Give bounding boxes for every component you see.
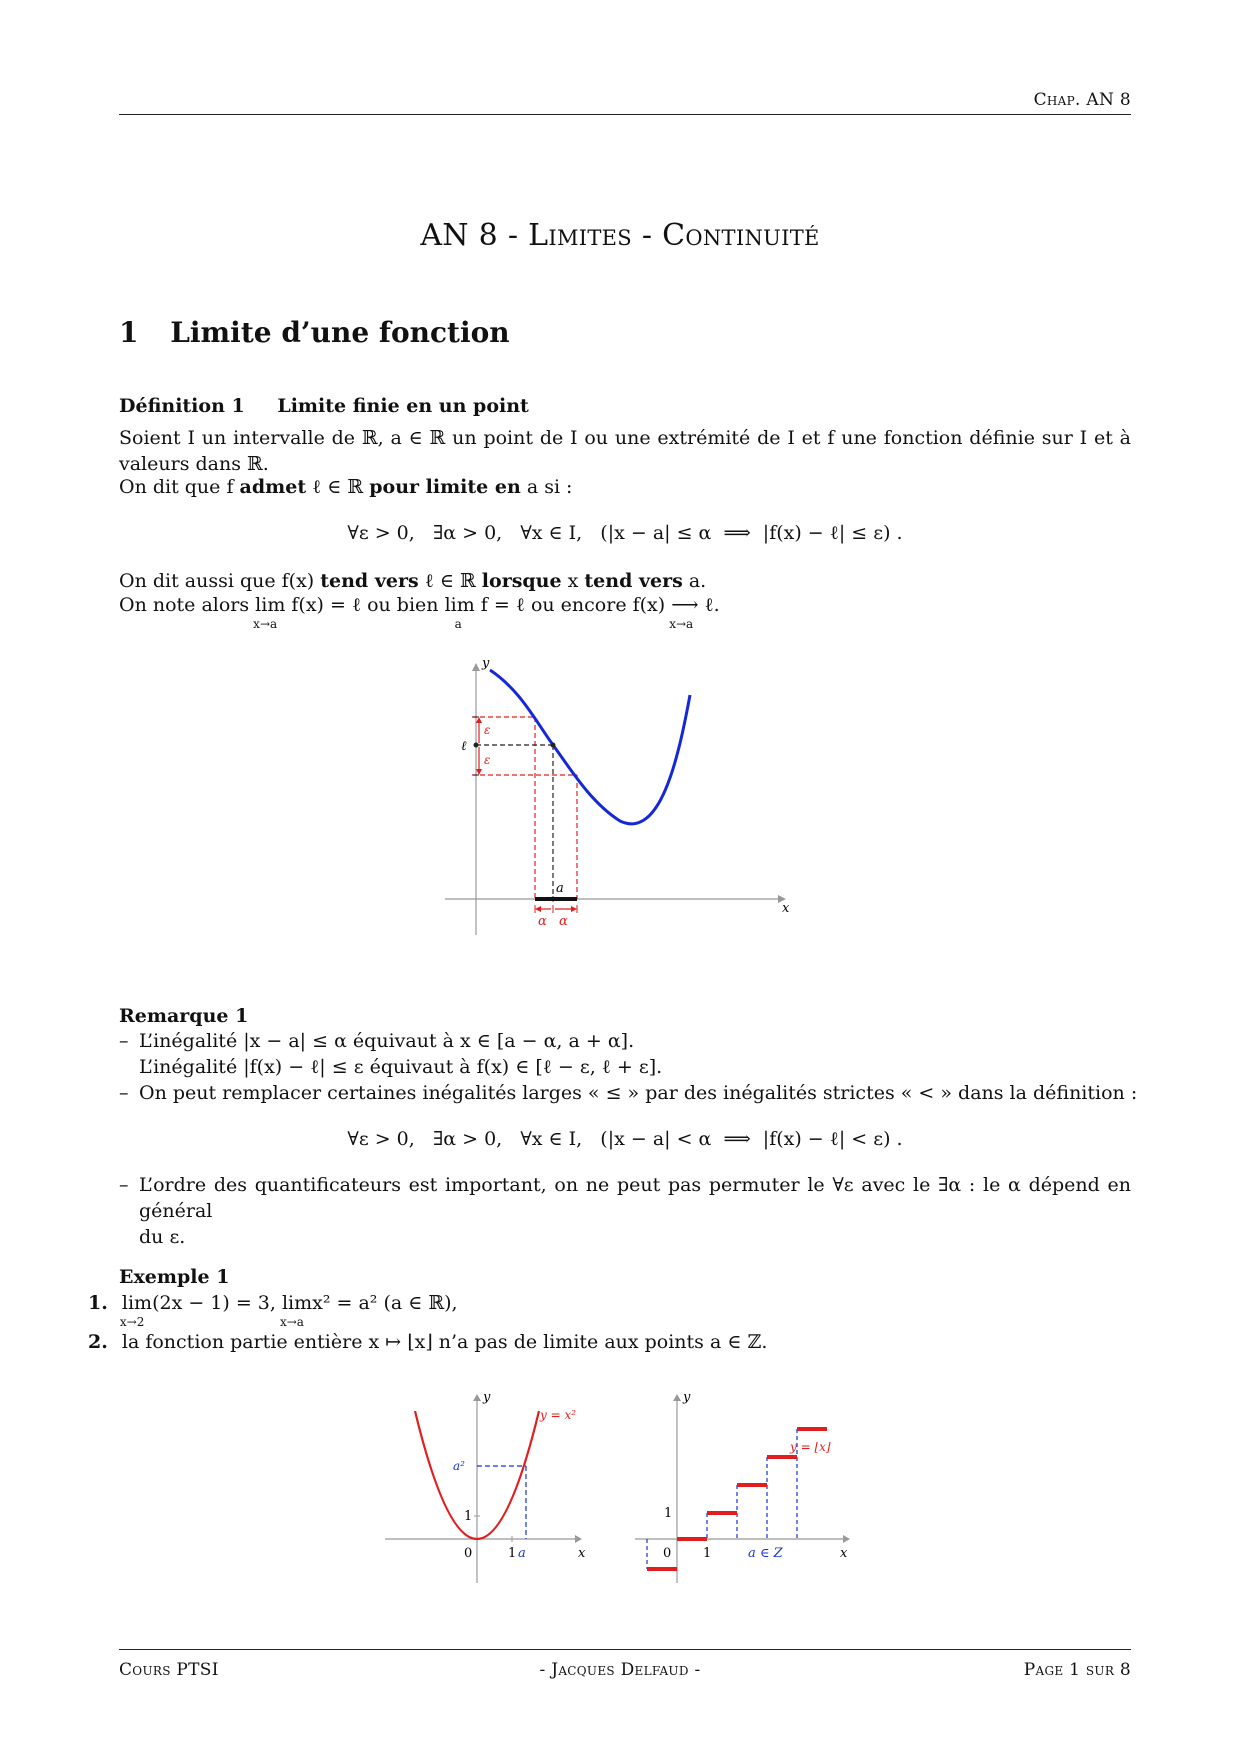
curve-point xyxy=(551,743,556,748)
y-axis-label: y xyxy=(482,656,490,671)
text-bold: lorsque xyxy=(481,570,562,592)
figure-parabola xyxy=(380,1385,600,1585)
lim-subscript: x→a xyxy=(253,617,278,631)
item-number: 1. xyxy=(88,1292,108,1314)
example-item-2 xyxy=(88,1329,767,1355)
text: ℓ ∈ ℝ xyxy=(418,570,482,592)
x-axis-label: x xyxy=(578,1546,586,1561)
y-axis-label: y xyxy=(683,1390,691,1405)
bullet-dash: – xyxy=(119,1174,129,1196)
ell-label: ℓ xyxy=(461,739,467,754)
text: x² = a² (a ∈ ℝ), xyxy=(312,1292,458,1314)
y-axis-label: y xyxy=(483,1390,491,1405)
x-axis-label: x xyxy=(840,1546,848,1561)
text: f(x) = ℓ ou bien xyxy=(285,594,445,616)
definition-line-1: Soient I un intervalle de ℝ, a ∈ ℝ un point de I ou une extrémité de I et f une fonction définie sur I et à xyxy=(119,427,1131,449)
footer-left: Cours PTSI xyxy=(119,1660,219,1680)
one-y-label: 1 xyxy=(664,1506,673,1521)
alpha-left-arrowhead xyxy=(535,906,541,912)
text: x xyxy=(561,570,585,592)
remark-item-3 xyxy=(119,1172,1131,1250)
a-label: a xyxy=(556,881,564,896)
a2-label: a² xyxy=(453,1459,465,1473)
a-in-z-label: a ∈ Z xyxy=(748,1546,783,1561)
lim-operator xyxy=(119,1290,153,1329)
lim-text: lim xyxy=(281,1292,313,1314)
ell-point xyxy=(474,743,479,748)
a-label: a xyxy=(518,1546,526,1561)
lim-subscript: a xyxy=(454,617,462,631)
one-x-label: 1 xyxy=(703,1546,712,1561)
lim-operator xyxy=(253,592,286,631)
function-curve xyxy=(490,670,690,824)
lim-operator xyxy=(444,592,475,631)
alpha-right-arrowhead xyxy=(571,906,577,912)
remark-formula: ∀ε > 0, ∃α > 0, ∀x ∈ I, (|x − a| < α ⟹ |f(x) − ℓ| < ε) . xyxy=(347,1128,903,1150)
lim-text: lim xyxy=(255,594,286,616)
lim-operator xyxy=(279,1290,313,1329)
alpha-left-label: α xyxy=(538,914,547,929)
section-title: Limite d’une fonction xyxy=(170,316,510,349)
bullet-dash: – xyxy=(119,1082,129,1104)
tends-arrow xyxy=(669,592,699,631)
text-bold: admet xyxy=(239,476,307,498)
definition-line-2: valeurs dans ℝ. xyxy=(119,453,269,475)
alpha-right-label: α xyxy=(559,914,568,929)
section-heading xyxy=(119,316,510,349)
example-label: Exemple 1 xyxy=(119,1266,230,1288)
zero-label: 0 xyxy=(663,1546,672,1561)
text: ℓ ∈ ℝ xyxy=(306,476,370,498)
zero-label: 0 xyxy=(464,1546,473,1561)
footer-right: Page 1 sur 8 xyxy=(1023,1660,1131,1680)
arrow-subscript: x→a xyxy=(669,617,694,631)
definition-line-3 xyxy=(119,474,572,500)
text: a si : xyxy=(520,476,573,498)
definition-label: Définition 1 xyxy=(119,395,245,417)
lim-subscript: x→2 xyxy=(119,1315,145,1329)
running-header: Chap. AN 8 xyxy=(1033,90,1131,110)
text: On note alors xyxy=(119,594,256,616)
remark-label: Remarque 1 xyxy=(119,1005,249,1027)
text: (2x − 1) = 3, xyxy=(152,1292,282,1314)
eps-arrowhead-down xyxy=(476,769,482,775)
remark-item-2-line: On peut remplacer certaines inégalités larges « ≤ » par des inégalités strictes « < » dans la définition : xyxy=(139,1082,1138,1104)
text: la fonction partie entière x ↦ ⌊x⌋ n’a pas de limite aux points a ∈ ℤ. xyxy=(121,1331,768,1353)
text: a. xyxy=(682,570,707,592)
lim-subscript: x→a xyxy=(279,1315,304,1329)
y-axis-arrow xyxy=(472,663,480,671)
remark-item-3-line-2: du ε. xyxy=(139,1226,186,1248)
arrow-text: ⟶ xyxy=(671,594,699,616)
text: ℓ. xyxy=(698,594,720,616)
y-axis-arrow xyxy=(473,1394,481,1401)
a-point xyxy=(551,897,556,902)
curve-label: y = ⌊x⌋ xyxy=(790,1440,831,1454)
definition-formula: ∀ε > 0, ∃α > 0, ∀x ∈ I, (|x − a| ≤ α ⟹ |f(x) − ℓ| ≤ ε) . xyxy=(347,522,903,544)
text-bold: tend vers xyxy=(584,570,683,592)
footer-rule xyxy=(119,1649,1131,1650)
curve-label: y = x² xyxy=(540,1408,577,1422)
one-y-label: 1 xyxy=(464,1509,473,1524)
definition-title: Limite finie en un point xyxy=(277,395,529,417)
remark-item-1-line-2: L’inégalité |f(x) − ℓ| ≤ ε équivaut à f(x) ∈ [ℓ − ε, ℓ + ε]. xyxy=(139,1056,663,1078)
document-title: AN 8 - Limites - Continuité xyxy=(420,218,820,253)
eps-lower-label: ε xyxy=(484,753,491,767)
y-axis-arrow xyxy=(673,1394,681,1401)
remark-item-1 xyxy=(119,1028,662,1080)
figure-floor-function xyxy=(630,1385,860,1585)
header-rule xyxy=(119,114,1131,115)
remark-item-1-line-1: L’inégalité |x − a| ≤ α équivaut à x ∈ [a − α, a + α]. xyxy=(139,1030,635,1052)
section-number: 1 xyxy=(119,316,139,349)
remark-item-3-line-1: L’ordre des quantificateurs est important, on ne peut pas permuter le ∀ε avec le ∃α : le α dépend en général xyxy=(139,1174,1131,1222)
remark-item-2 xyxy=(119,1080,1137,1106)
x-axis-label: x xyxy=(782,901,790,916)
x-axis-arrow xyxy=(843,1535,850,1543)
text: On dit que f xyxy=(119,476,240,498)
definition-heading xyxy=(119,393,529,419)
item-number: 2. xyxy=(88,1331,108,1353)
bullet-dash: – xyxy=(119,1030,129,1052)
footer-center: - Jacques Delfaud - xyxy=(539,1660,701,1680)
figure-limit-definition xyxy=(420,650,800,940)
text: On dit aussi que f(x) xyxy=(119,570,321,592)
text-bold: pour limite en xyxy=(369,476,521,498)
text-bold: tend vers xyxy=(320,570,419,592)
eps-arrowhead-up xyxy=(476,717,482,723)
eps-upper-label: ε xyxy=(484,723,491,737)
example-item-1 xyxy=(88,1290,458,1329)
definition-line-4 xyxy=(119,568,706,594)
x-axis-arrow xyxy=(575,1535,582,1543)
text: f = ℓ ou encore f(x) xyxy=(474,594,672,616)
lim-text: lim xyxy=(121,1292,153,1314)
lim-text: lim xyxy=(444,594,475,616)
one-x-label: 1 xyxy=(508,1546,517,1561)
definition-line-5 xyxy=(119,592,720,631)
